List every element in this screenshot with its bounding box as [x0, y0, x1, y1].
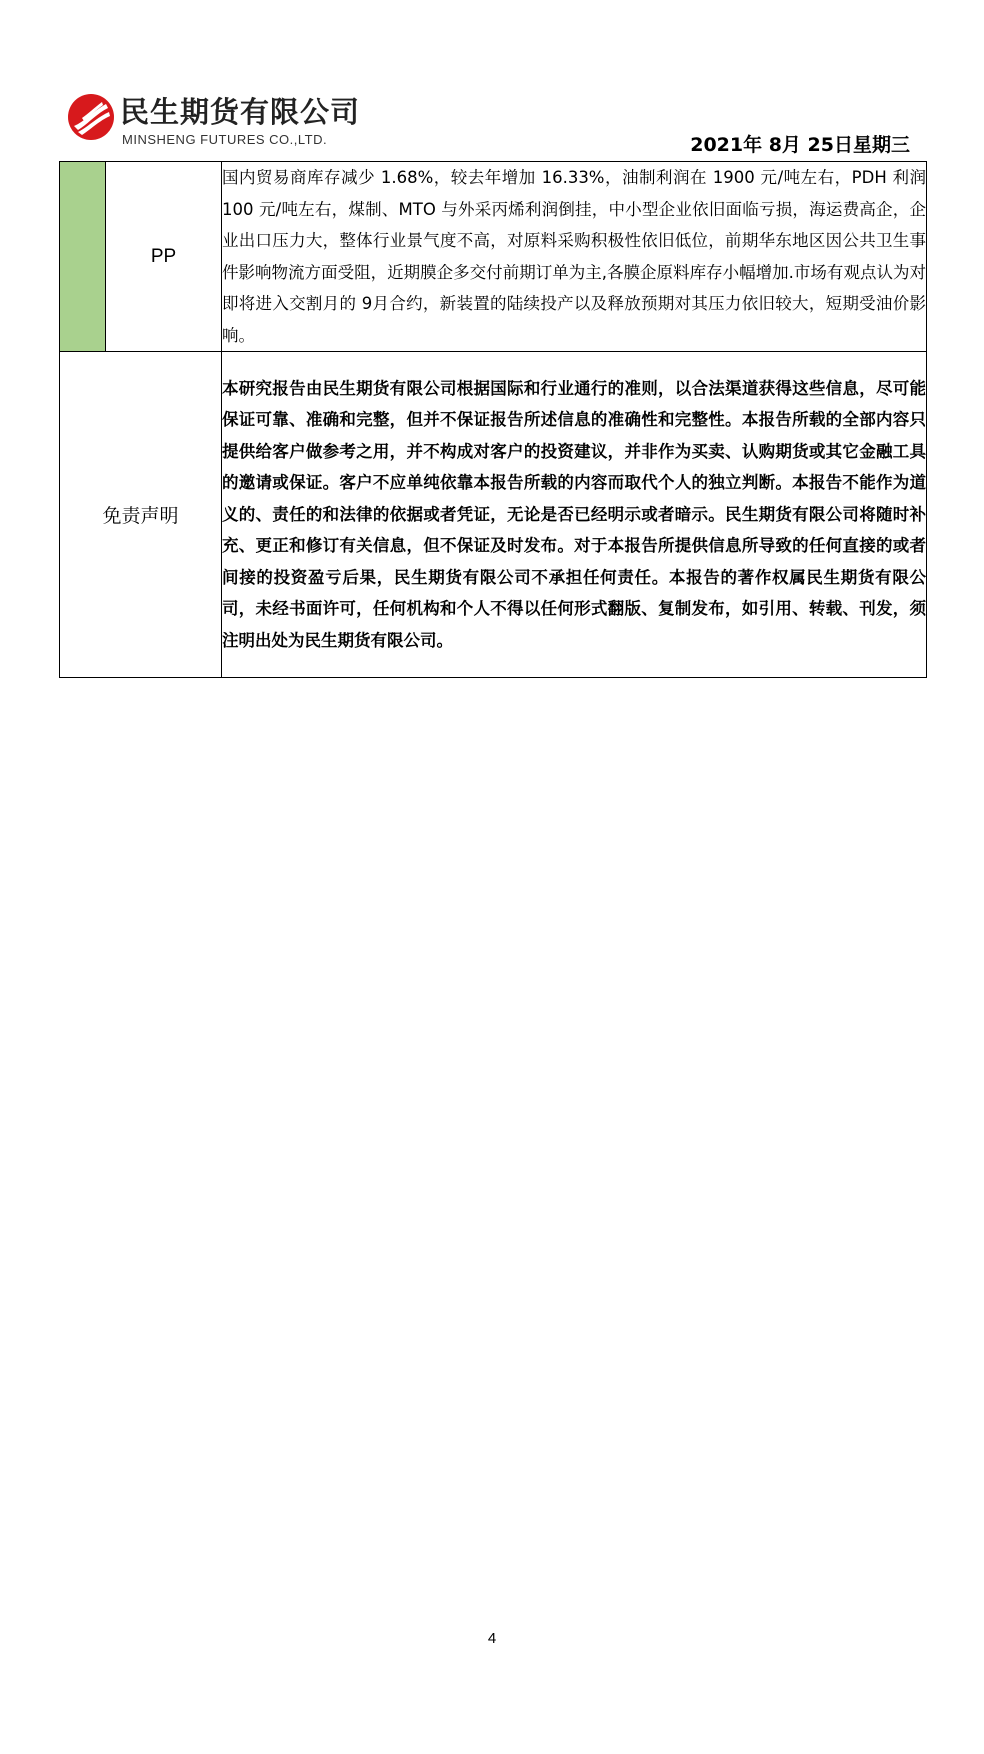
page-header: [60, 88, 924, 156]
row-label-pp: PP: [106, 162, 222, 352]
row-text-disclaimer: 本研究报告由民生期货有限公司根据国际和行业通行的准则，以合法渠道获得这些信息，尽可能保证可靠、准确和完整，但并不保证报告所述信息的准确性和完整性。本报告所载的全部内容只提供给客户做参考之用，并不构成对客户的投资建议，并非作为买卖、认购期货或其它金融工具的邀请或保证。客户不应单纯依靠本报告所载的内容而取代个人的独立判断。本报告不能作为道义的、责任的和法律的依据或者凭证，无论是否已经明示或者暗示。民生期货有限公司将随时补充、更正和修订有关信息，但不保证及时发布。对于本报告所提供信息所导致的任何直接的或者间接的投资盈亏后果，民生期货有限公司不承担任何责任。本报告的著作权属民生期货有限公司，未经书面许可，任何机构和个人不得以任何形式翻版、复制发布，如引用、转载、刊发，须注明出处为民生期货有限公司。: [222, 352, 927, 678]
company-logo: [66, 88, 366, 154]
row-text-pp: 国内贸易商库存减少 1.68%，较去年增加 16.33%，油制利润在 1900 元/吨左右，PDH 利润 100 元/吨左右，煤制、MTO 与外采丙烯利润倒挂，中小型企业依旧面临亏损，海运费高企，企业出口压力大，整体行业景气度不高，对原料采购积极性依旧低位，前期华东地区因公共卫生事件影响物流方面受阻，近期膜企多交付前期订单为主,各膜企原料库存小幅增加.市场有观点认为对即将进入交割月的 9月合约，新装置的陆续投产以及释放预期对其压力依旧较大，短期受油价影响。: [222, 162, 927, 352]
company-name-cn: 民生期货有限公司: [120, 95, 361, 129]
report-date: 2021年 8月 25日星期三: [690, 134, 910, 156]
row-label-disclaimer: 免责声明: [60, 352, 222, 678]
page-number: 4: [487, 1630, 497, 1647]
table-row-pp: [60, 162, 927, 352]
table-row-disclaimer: [60, 352, 927, 678]
company-name-en: MINSHENG FUTURES CO.,LTD.: [122, 132, 328, 147]
minsheng-logo-icon: [66, 92, 116, 142]
report-table: [59, 161, 927, 678]
category-color-cell: [60, 162, 106, 352]
